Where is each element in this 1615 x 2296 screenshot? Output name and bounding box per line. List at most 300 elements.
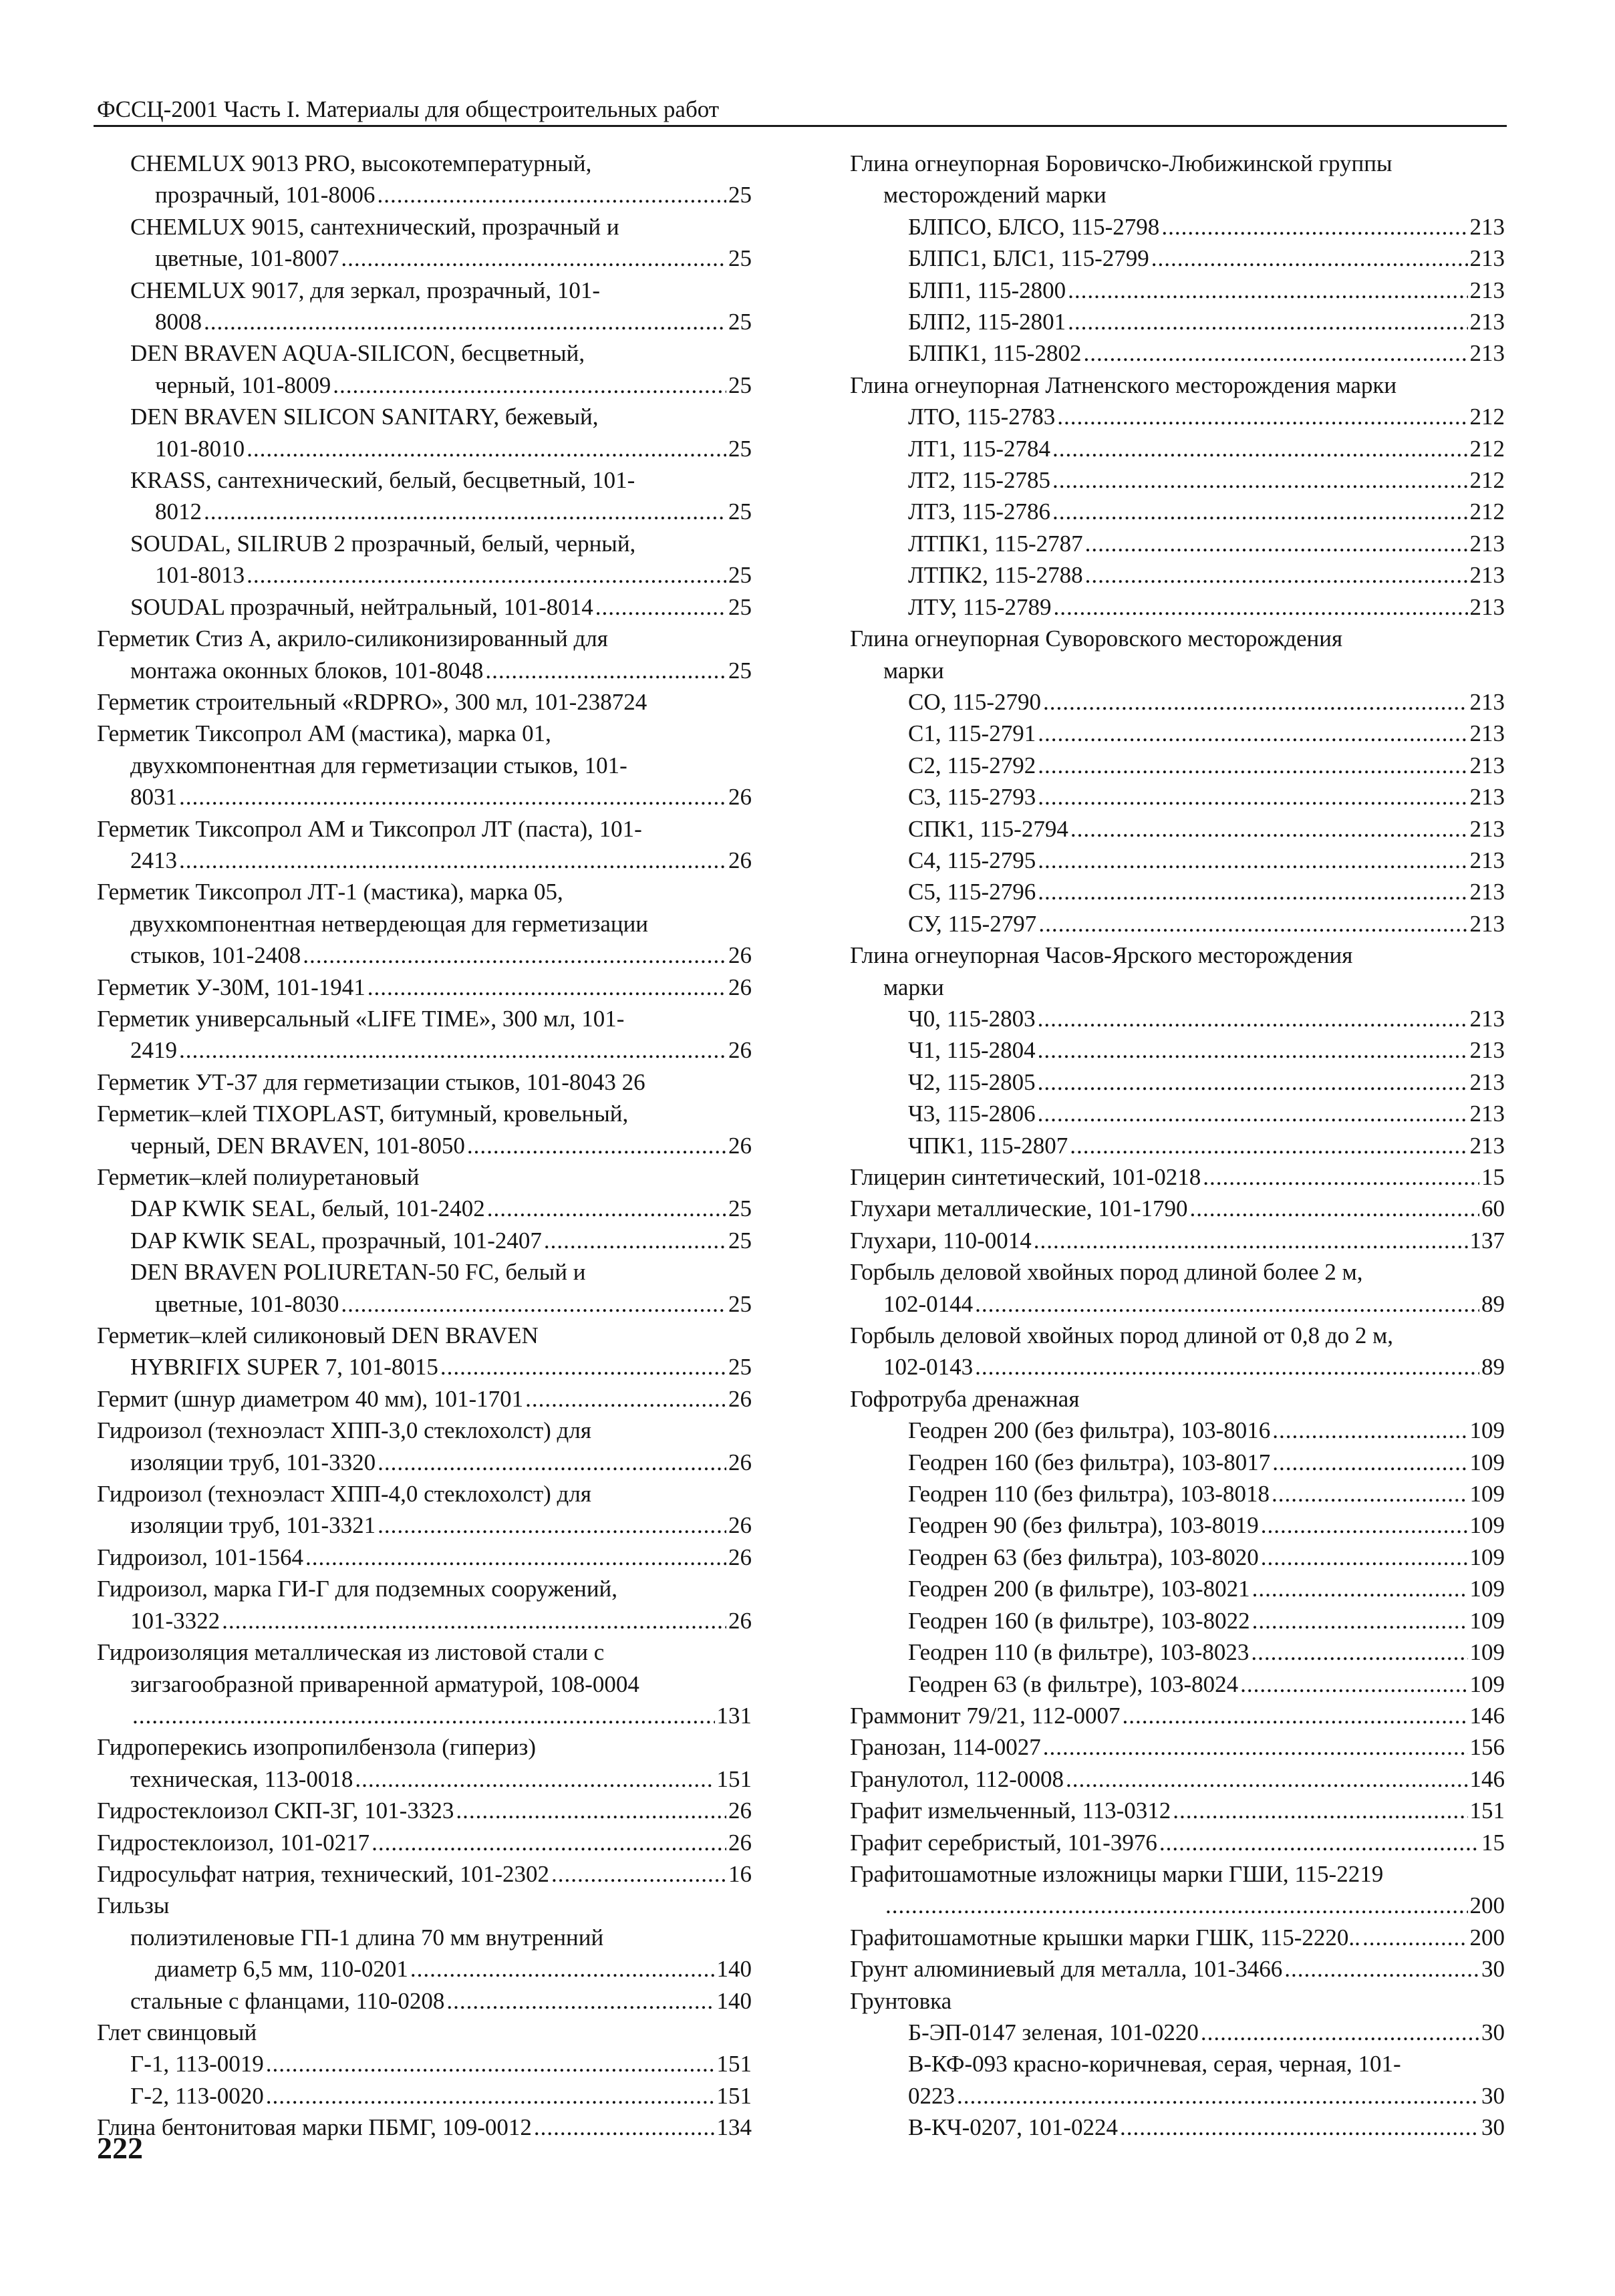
entry-text: С2, 115-2792 [908,752,1036,778]
dot-leader [377,179,726,210]
dot-leader [1068,275,1467,306]
index-entry [850,1130,1505,1161]
dot-leader [440,1351,726,1383]
entry-text: Гидростеклоизол, 101-0217 [97,1829,370,1856]
dot-leader [1052,496,1468,527]
index-entry [850,686,1505,718]
page-ref: 26 [728,847,752,873]
index-entry [97,1034,752,1066]
dot-leader [485,655,726,686]
dot-leader [1252,1573,1468,1604]
dot-leader [222,1605,726,1636]
page-ref: 26 [728,1798,752,1824]
entry-text: диаметр 6,5 мм, 110-0201 [155,1956,408,1983]
page-ref: 25 [728,1227,752,1254]
entry-text: полиэтиленовые ГП-1 длина 70 мм внутренний [130,1924,604,1951]
page-ref: 109 [1469,1639,1505,1666]
index-entry [850,1510,1505,1541]
entry-text: Графитошамотные крышки марки ГШК, 115-2220.. [850,1924,1360,1951]
index-entry [97,528,752,559]
index-entry [97,370,752,401]
entry-text: Гидроизол (техноэласт ХПП-4,0 стеклохолст) для [97,1481,591,1508]
index-entry [850,1034,1505,1066]
entry-text: С3, 115-2793 [908,784,1036,811]
entry-text: С1, 115-2791 [908,720,1036,747]
index-entry [850,750,1505,781]
page-ref: 16 [728,1860,752,1887]
entry-text: Герметик Тиксопрол АМ (мастика), марка 01, [97,720,551,747]
dot-leader [1038,845,1467,876]
index-entry [97,1351,752,1383]
page-ref: 26 [728,1132,752,1159]
dot-leader [525,1383,726,1415]
entry-text: ЛТ2, 115-2785 [908,467,1050,494]
entry-text: ЛТУ, 115-2789 [908,593,1052,620]
page-ref: 26 [728,784,752,811]
index-entry [850,2080,1505,2112]
dot-leader [544,1225,726,1256]
index-entry [97,1985,752,2017]
index-entry [97,464,752,496]
index-entry [850,1288,1505,1320]
index-entry [850,1985,1505,2017]
dot-leader [179,781,726,813]
entry-text: Гранозан, 114-0027 [850,1734,1041,1761]
dot-leader [1201,2017,1479,2048]
page-ref: 212 [1469,467,1505,494]
entry-text: HYBRIFIX SUPER 7, 101-8015 [130,1354,438,1381]
index-entry [97,1288,752,1320]
index-entry [850,401,1505,432]
page-ref: 213 [1469,1132,1505,1159]
dot-leader [487,1193,726,1224]
dot-leader [341,243,726,274]
index-entry [97,655,752,686]
entry-text: DAP KWIK SEAL, белый, 101-2402 [130,1195,485,1222]
index-entry [850,211,1505,243]
dot-leader [1070,1130,1467,1161]
page-ref: 15 [1481,1829,1505,1856]
dot-leader [1240,1669,1467,1700]
entry-text: Геодрен 110 (без фильтра), 103-8018 [908,1481,1270,1508]
index-entry [850,148,1505,179]
page-ref: 213 [1469,1068,1505,1095]
entry-text: Г-1, 113-0019 [130,2051,264,2077]
entry-text: изоляции труб, 101-3320 [130,1449,376,1475]
page-ref: 26 [728,974,752,1000]
index-entry [850,845,1505,876]
dot-leader [1203,1161,1479,1193]
dot-leader [305,1542,726,1573]
entry-text: Геодрен 200 (без фильтра), 103-8016 [908,1417,1271,1444]
page-ref: 109 [1469,1449,1505,1475]
index-entry [97,1161,752,1193]
entry-text: стыков, 101-2408 [130,942,301,969]
index-entry [97,2080,752,2112]
entry-text: БЛПС1, БЛС1, 115-2799 [908,245,1149,272]
index-entry [97,1731,752,1763]
dot-leader [1038,876,1467,907]
index-entry [97,1636,752,1668]
entry-text: марки [883,657,944,684]
index-column-left [97,148,752,2144]
page-ref: 200 [1469,1924,1505,1951]
entry-text: черный, DEN BRAVEN, 101-8050 [130,1132,465,1159]
entry-text: SOUDAL, SILIRUB 2 прозрачный, белый, черный, [130,530,636,557]
page-ref: 25 [728,182,752,208]
dot-leader [1038,1098,1468,1129]
dot-leader [1272,1478,1468,1510]
entry-text: KRASS, сантехнический, белый, бесцветный, 101- [130,467,635,494]
index-entry [850,2048,1505,2079]
entry-text: 2413 [130,847,177,873]
index-entry [850,623,1505,654]
index-entry [850,243,1505,274]
dot-leader [1083,337,1467,369]
index-entry [850,1320,1505,1351]
page-ref: 89 [1481,1354,1505,1381]
entry-text: стальные с фланцами, 110-0208 [130,1987,445,2014]
index-entry [850,1731,1505,1763]
index-entry [97,781,752,813]
index-entry [97,243,752,274]
page-ref: 140 [716,1956,752,1983]
page-ref: 146 [1469,1702,1505,1729]
index-entry [850,781,1505,813]
page-ref: 212 [1469,435,1505,462]
index-entry [850,370,1505,401]
page-ref: 137 [1469,1227,1505,1254]
dot-leader [378,1510,726,1541]
page-ref: 109 [1469,1481,1505,1508]
index-entry [850,1636,1505,1668]
page-ref: 26 [728,1607,752,1634]
entry-text: SOUDAL прозрачный, нейтральный, 101-8014 [130,593,593,620]
index-entry [97,559,752,591]
entry-text: марки [883,974,944,1000]
header-rule [94,125,1507,127]
page-ref: 200 [1469,1892,1505,1919]
entry-text: 0223 [908,2082,955,2109]
index-entry [850,813,1505,845]
index-entry [97,908,752,940]
index-entry [97,1922,752,1953]
index-entry [97,1510,752,1541]
entry-text: СО, 115-2790 [908,688,1041,715]
dot-leader [1161,211,1467,243]
entry-text: CHEMLUX 9013 PRO, высокотемпературный, [130,150,592,176]
dot-leader [1251,1636,1467,1668]
index-entry [850,1922,1505,1953]
entry-text: DEN BRAVEN AQUA-SILICON, бесцветный, [130,340,585,367]
entry-text: Геодрен 160 (без фильтра), 103-8017 [908,1449,1271,1475]
page-ref: 146 [1469,1765,1505,1792]
entry-text: CHEMLUX 9017, для зеркал, прозрачный, 101- [130,277,600,303]
entry-text: Глина огнеупорная Суворовского месторождения [850,625,1343,652]
entry-text: DEN BRAVEN SILICON SANITARY, бежевый, [130,404,599,430]
entry-text: Грунтовка [850,1987,952,2014]
entry-text: ЛТПК1, 115-2787 [908,530,1083,557]
entry-text: изоляции труб, 101-3321 [130,1512,376,1539]
entry-text: Герметик Тиксопрол АМ и Тиксопрол ЛТ (паста), 101- [97,815,642,842]
entry-text: Ч0, 115-2803 [908,1005,1036,1032]
entry-text: Г-2, 113-0020 [130,2082,264,2109]
entry-text: ЛТПК2, 115-2788 [908,562,1083,589]
entry-text: Гофротруба дренажная [850,1385,1080,1412]
dot-leader [467,1130,726,1161]
index-entry [850,528,1505,559]
page-ref: 25 [728,562,752,589]
entry-text: Герметик–клей TIXOPLAST, битумный, кровельный, [97,1101,629,1127]
dot-leader [1284,1953,1479,1985]
dot-leader [303,940,726,971]
page-ref: 213 [1469,593,1505,620]
dot-leader [355,1763,714,1795]
page-ref: 213 [1469,309,1505,335]
page-ref: 26 [728,942,752,969]
index-entry [97,2048,752,2079]
entry-text: Горбыль деловой хвойных пород длиной более 2 м, [850,1259,1363,1286]
index-entry [97,2017,752,2048]
entry-text: месторождений марки [883,182,1107,208]
index-entry [97,1415,752,1446]
index-entry [850,876,1505,907]
page-ref: 30 [1481,2114,1505,2141]
index-entry [850,1669,1505,1700]
entry-text: ЛТО, 115-2783 [908,404,1056,430]
dot-leader [1070,813,1468,845]
index-entry [850,1700,1505,1731]
index-entry [97,1193,752,1224]
dot-leader [1272,1415,1467,1446]
entry-text: Глицерин синтетический, 101-0218 [850,1164,1201,1190]
index-entry [97,813,752,845]
dot-leader [1252,1605,1468,1636]
entry-text: Глина огнеупорная Боровичско-Любижинской группы [850,150,1392,176]
dot-leader [1038,1066,1468,1098]
index-entry [97,1478,752,1510]
entry-text: DEN BRAVEN POLIURETAN-50 FC, белый и [130,1259,586,1286]
dot-leader [1272,1447,1467,1478]
index-entry [97,686,752,718]
page-ref: 109 [1469,1544,1505,1570]
page-ref: 213 [1469,688,1505,715]
entry-text: С4, 115-2795 [908,847,1036,873]
dot-leader [341,1288,726,1320]
entry-text: 101-8013 [155,562,245,589]
entry-text: ЧПК1, 115-2807 [908,1132,1068,1159]
index-entry [97,750,752,781]
page-number: 222 [97,2131,143,2165]
entry-text: В-КФ-093 красно-коричневая, серая, черная, 101- [908,2051,1401,2077]
dot-leader [1066,1763,1468,1795]
entry-text: Геодрен 63 (в фильтре), 103-8024 [908,1671,1239,1697]
index-entry [850,179,1505,210]
index-entry [97,876,752,907]
dot-leader [1159,1827,1479,1858]
page-ref: 26 [728,1829,752,1856]
page-ref: 30 [1481,2082,1505,2109]
page-ref: 25 [728,372,752,398]
index-entry [850,1447,1505,1478]
entry-text: Грунт алюминиевый для металла, 101-3466 [850,1956,1283,1983]
entry-text: Глет свинцовый [97,2019,257,2045]
entry-text: Гидросульфат натрия, технический, 101-2302 [97,1860,550,1887]
entry-text: Геодрен 63 (без фильтра), 103-8020 [908,1544,1259,1570]
index-entry [850,1795,1505,1826]
page-ref: 109 [1469,1512,1505,1539]
page-ref: 25 [728,245,752,272]
entry-text: СПК1, 115-2794 [908,815,1068,842]
page-ref: 213 [1469,815,1505,842]
entry-text: БЛП1, 115-2800 [908,277,1066,303]
dot-leader [551,1858,726,1890]
entry-text: Графит серебристый, 101-3976 [850,1829,1157,1856]
index-entry [850,496,1505,527]
entry-text: Геодрен 110 (в фильтре), 103-8023 [908,1639,1250,1666]
dot-leader [266,2080,715,2112]
dot-leader [1151,243,1468,274]
index-entry [850,1351,1505,1383]
index-entry [97,940,752,971]
index-entry [850,1225,1505,1256]
page-ref: 151 [716,2051,752,2077]
entry-text: БЛПК1, 115-2802 [908,340,1082,367]
index-entry [97,1098,752,1129]
index-entry [97,1890,752,1921]
page-ref: 213 [1469,530,1505,557]
dot-leader [1052,464,1468,496]
dot-leader [1068,306,1467,337]
page-ref: 25 [728,1290,752,1317]
index-entry [850,908,1505,940]
entry-text: двухкомпонентная нетвердеющая для герметизации [130,910,649,937]
index-entry [97,1795,752,1826]
entry-text: Гидроизол, 101-1564 [97,1544,303,1570]
index-entry [97,1447,752,1478]
index-entry [850,1003,1505,1034]
entry-text: С5, 115-2796 [908,879,1036,905]
index-entry [97,1858,752,1890]
index-entry [97,1573,752,1604]
index-entry [850,559,1505,591]
entry-text: Глина огнеупорная Часов-Ярского месторождения [850,942,1353,969]
index-entry [850,337,1505,369]
dot-leader [1261,1542,1468,1573]
index-entry [97,401,752,432]
index-entry [97,972,752,1003]
entry-text: Глина бентонитовая марки ПБМГ, 109-0012 [97,2114,532,2141]
entry-text: 101-8010 [155,435,245,462]
entry-text: В-КЧ-0207, 101-0224 [908,2114,1118,2141]
index-entry [97,337,752,369]
entry-text: Гидроизол, марка ГИ-Г для подземных сооружений, [97,1576,618,1602]
index-entry [97,1383,752,1415]
page-ref: 213 [1469,1005,1505,1032]
entry-text: зигзагообразной приваренной арматурой, 108-0004 [130,1671,639,1697]
page-ref: 213 [1469,847,1505,873]
page-ref: 140 [716,1987,752,2014]
index-entry [850,1256,1505,1288]
index-entry [850,306,1505,337]
entry-text: 8031 [130,784,177,811]
index-entry [850,464,1505,496]
dot-leader [266,2048,715,2079]
index-entry [97,1542,752,1573]
index-entry [850,1542,1505,1573]
index-entry [97,211,752,243]
entry-text: Гранулотол, 112-0008 [850,1765,1064,1792]
dot-leader [1034,1225,1468,1256]
page-ref: 25 [728,498,752,525]
entry-text: Ч1, 115-2804 [908,1037,1036,1064]
entry-text: Графит измельченный, 113-0312 [850,1798,1171,1824]
entry-text: Герметик универсальный «LIFE TIME», 300 мл, 101- [97,1005,625,1032]
entry-text: Геодрен 200 (в фильтре), 103-8021 [908,1576,1250,1602]
dot-leader [247,559,726,591]
dot-leader [1043,686,1468,718]
index-entry [97,1130,752,1161]
index-entry [97,1256,752,1288]
dot-leader [1085,559,1468,591]
page-ref: 213 [1469,213,1505,240]
entry-text: Герметик строительный «RDPRO», 300 мл, 101-238724 [97,688,647,715]
dot-leader [1085,528,1468,559]
dot-leader [1362,1922,1468,1953]
index-entry [97,1763,752,1795]
page-ref: 213 [1469,1037,1505,1064]
page-ref: 109 [1469,1417,1505,1444]
page-ref: 213 [1469,245,1505,272]
index-entry [97,148,752,179]
index-entry [850,1573,1505,1604]
page-ref: 212 [1469,498,1505,525]
index-entry [97,1066,752,1098]
page-ref: 134 [716,2114,752,2141]
index-entry [97,1605,752,1636]
index-entry [850,1858,1505,1890]
index-column-right [850,148,1505,2144]
entry-text: 101-3322 [130,1607,221,1634]
entry-text: 2419 [130,1037,177,1064]
index-entry [850,1605,1505,1636]
entry-text: черный, 101-8009 [155,372,331,398]
dot-leader [333,370,726,401]
dot-leader [204,496,726,527]
dot-leader [1038,908,1467,940]
index-entry [97,1003,752,1034]
dot-leader [410,1953,715,1985]
entry-text: ЛТ1, 115-2784 [908,435,1050,462]
dot-leader [132,1700,715,1731]
entry-text: Гермит (шнур диаметром 40 мм), 101-1701 [97,1385,524,1412]
entry-text: Горбыль деловой хвойных пород длиной от 0,8 до 2 м, [850,1322,1394,1349]
entry-text: Ч2, 115-2805 [908,1068,1036,1095]
index-entry [850,1953,1505,1985]
entry-text: БЛПСО, БЛСО, 115-2798 [908,213,1160,240]
index-entry [850,1478,1505,1510]
index-entry [850,2112,1505,2143]
index-entry [850,940,1505,971]
page-ref: 25 [728,1195,752,1222]
dot-leader [1122,1700,1467,1731]
entry-text: Герметик У-30М, 101-1941 [97,974,365,1000]
dot-leader [1052,433,1468,464]
index-entry [97,591,752,623]
index-entry [97,1827,752,1858]
entry-text: цветные, 101-8007 [155,245,339,272]
entry-text: 102-0143 [883,1354,974,1381]
